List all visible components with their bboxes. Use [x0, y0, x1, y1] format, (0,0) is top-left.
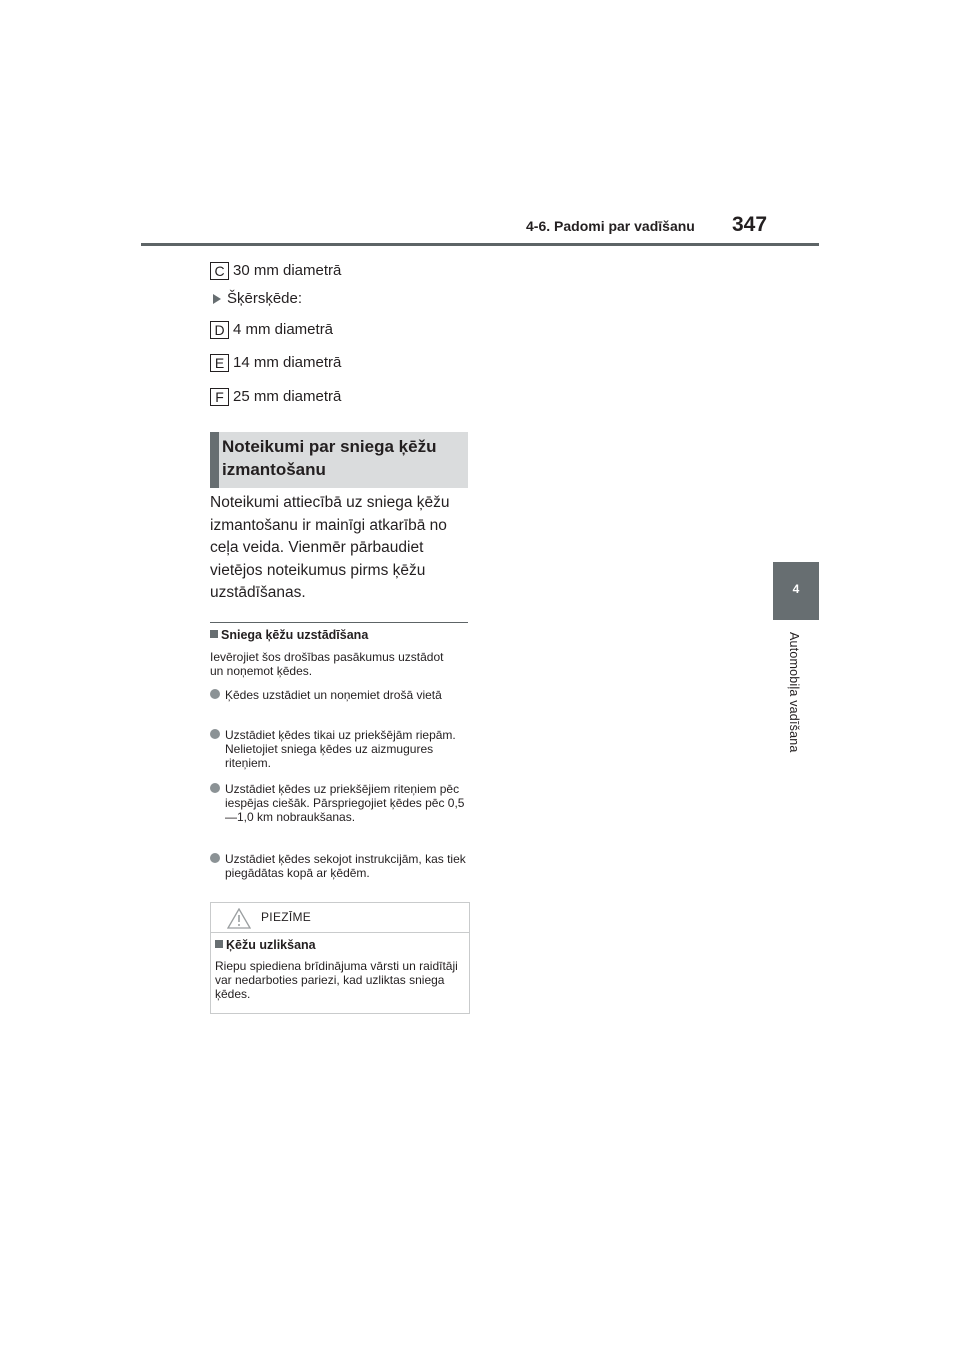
- list-item: [210, 688, 472, 702]
- note-title: PIEZĪME: [261, 910, 312, 924]
- item-letter-f: F: [210, 388, 229, 406]
- note-body: Riepu spiediena brīdinājuma vārsti un raidītāji var nedarboties pariezi, kad uzliktas sniega ķēdes.: [215, 959, 458, 1001]
- cross-chain-label: Šķērsķēde:: [227, 290, 303, 307]
- chapter-label: Automobiļa vadīšana: [787, 632, 801, 753]
- installation-heading: [210, 628, 368, 642]
- bullet-dot-icon: [210, 689, 220, 699]
- note-heading-text: Ķēžu uzlikšana: [226, 938, 316, 952]
- section-body: Noteikumi attiecībā uz sniega ķēžu izmantošanu ir mainīgi atkarībā no ceļa veida. Vienmēr pārbaudiet vietējos noteikumus pirms ķēžu uzstādīšanas.: [210, 494, 450, 601]
- list-item-text: Ķēdes uzstādiet un noņemiet drošā vietā: [225, 688, 442, 702]
- divider: [210, 622, 468, 623]
- chapter-number: 4: [792, 582, 800, 596]
- item-letter-d: D: [210, 321, 229, 339]
- triangle-arrow-icon: [213, 294, 221, 304]
- list-item-text: Uzstādiet ķēdes tikai uz priekšējām riepām. Nelietojiet sniega ķēdes uz aizmugures riteņiem.: [225, 728, 456, 770]
- list-item: [210, 782, 472, 824]
- list-item-text: Uzstādiet ķēdes uz priekšējiem riteņiem pēc iespējas ciešāk. Pārspriegojiet ķēdes pēc 0,5—1,0 km nobraukšanas.: [225, 782, 465, 824]
- cross-chain-heading: [212, 290, 302, 307]
- square-bullet-icon: [215, 940, 223, 948]
- item-text-f: 25 mm diametrā: [233, 388, 342, 405]
- section-heading: [222, 435, 462, 481]
- bullet-dot-icon: [210, 783, 220, 793]
- section-heading-bar: [210, 432, 219, 488]
- section-heading-box: [210, 432, 468, 488]
- item-letter-e: E: [210, 354, 229, 372]
- section-heading-line1: Noteikumi par sniega ķēžu: [222, 437, 437, 456]
- item-letter-c: C: [210, 262, 229, 280]
- list-item: [210, 852, 472, 880]
- note-box: [210, 902, 470, 1014]
- section-title: 4-6. Padomi par vadīšanu: [526, 218, 695, 234]
- note-heading: [215, 938, 316, 952]
- note-header: [211, 903, 469, 933]
- square-bullet-icon: [210, 630, 218, 638]
- bullet-dot-icon: [210, 729, 220, 739]
- list-item-text: Uzstādiet ķēdes sekojot instrukcijām, kas tiek piegādātas kopā ar ķēdēm.: [225, 852, 466, 880]
- page-number: 347: [732, 213, 768, 236]
- header-rule: [141, 243, 819, 246]
- bullet-dot-icon: [210, 853, 220, 863]
- item-text-c: 30 mm diametrā: [233, 262, 342, 279]
- list-item: [210, 728, 472, 770]
- installation-heading-text: Sniega ķēžu uzstādīšana: [221, 628, 369, 642]
- item-text-e: 14 mm diametrā: [233, 354, 342, 371]
- item-text-d: 4 mm diametrā: [233, 321, 334, 338]
- section-heading-line2: izmantošanu: [222, 460, 326, 479]
- warning-triangle-icon: [227, 908, 251, 929]
- installation-intro: Ievērojiet šos drošības pasākumus uzstādot un noņemot ķēdes.: [210, 650, 444, 678]
